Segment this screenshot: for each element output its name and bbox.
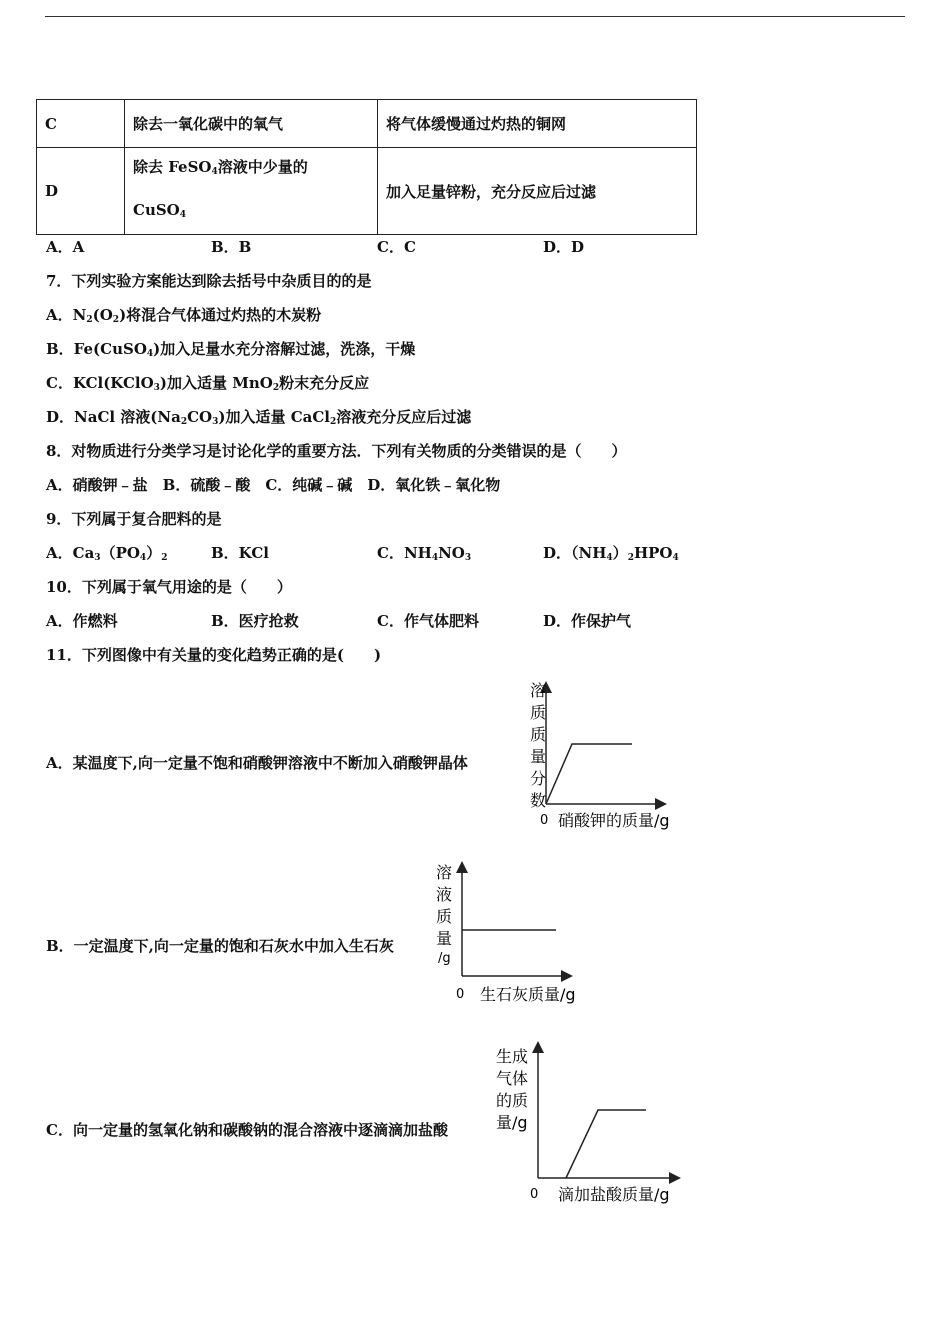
q6-option-c: C．C — [377, 238, 416, 256]
subscript: 2 — [627, 553, 634, 563]
x-label: 生石灰质量/g — [480, 985, 576, 1004]
header-rule — [45, 16, 905, 17]
row-purpose — [125, 148, 378, 235]
q6-option-a: A．A — [46, 238, 85, 256]
text-part: ） — [146, 544, 162, 562]
y-label-line: 生成 — [496, 1047, 529, 1066]
q10-option-c: C．作气体肥料 — [377, 612, 479, 630]
text-part: )加入足量水充分溶解过滤，洗涤，干燥 — [153, 340, 416, 358]
graph-b — [430, 858, 590, 1008]
text-part: HPO — [633, 544, 673, 562]
subscript: 4 — [606, 553, 613, 563]
y-label-char: 质 — [530, 703, 547, 722]
row-label: D — [37, 148, 125, 235]
options-table — [36, 99, 697, 235]
subscript: 3 — [153, 383, 160, 393]
origin-label: 0 — [540, 813, 549, 828]
y-label-char: 溶 — [436, 863, 453, 882]
y-label-char: 数 — [530, 791, 547, 810]
graph-c — [494, 1040, 694, 1210]
text-part: A．N — [46, 306, 87, 324]
subscript: 4 — [672, 553, 679, 563]
q7-option-d — [46, 406, 471, 427]
q9-option-d — [543, 542, 679, 563]
text-part: NO — [438, 544, 465, 562]
table-row — [37, 100, 697, 148]
y-label-char: /g — [438, 951, 451, 966]
row-method: 加入足量锌粉，充分反应后过滤 — [378, 148, 697, 235]
q7-option-a — [46, 304, 321, 325]
q7-stem: 7．下列实验方案能达到除去括号中杂质目的的是 — [46, 272, 372, 290]
subscript: 4 — [211, 167, 218, 177]
y-label-char: 质 — [436, 907, 453, 926]
subscript: 2 — [112, 315, 120, 325]
q10-option-d: D．作保护气 — [543, 612, 632, 630]
text-part: C．NH — [377, 544, 432, 562]
subscript: 3 — [212, 417, 219, 427]
subscript: 4 — [431, 553, 439, 563]
x-label: 硝酸钾的质量/g — [558, 811, 670, 830]
subscript: 4 — [179, 210, 187, 220]
q10-option-b: B．医疗抢救 — [211, 612, 299, 630]
q10-option-a: A．作燃料 — [46, 612, 118, 630]
q11-option-c: C．向一定量的氢氧化钠和碳酸钠的混合溶液中逐滴滴加盐酸 — [46, 1121, 448, 1139]
q7-option-b — [46, 338, 415, 359]
q11-stem: 11．下列图像中有关量的变化趋势正确的是( ) — [46, 646, 382, 664]
subscript: 4 — [139, 553, 147, 563]
text-part: B．Fe(CuSO — [46, 340, 147, 358]
text-part: 溶液充分反应后过滤 — [336, 408, 472, 426]
row-label: C — [37, 100, 125, 148]
text-part: （PO — [100, 544, 140, 562]
text-part: D．NaCl 溶液(Na — [46, 408, 181, 426]
text-part: )将混合气体通过灼热的木炭粉 — [119, 306, 322, 324]
q9-option-c — [377, 542, 471, 563]
q11-option-b: B．一定温度下,向一定量的饱和石灰水中加入生石灰 — [46, 937, 394, 955]
text-part: )加入适量 MnO — [159, 374, 273, 392]
text-part: (O — [92, 306, 113, 324]
y-label-char: 量 — [436, 929, 453, 948]
subscript: 2 — [180, 417, 188, 427]
y-label-line: 量/g — [496, 1113, 528, 1132]
y-label-char: 液 — [436, 885, 453, 904]
y-label-line: 气体 — [496, 1069, 529, 1088]
y-label-char: 分 — [530, 769, 547, 788]
q6-option-d: D．D — [543, 238, 585, 256]
subscript: 2 — [86, 315, 93, 325]
subscript: 4 — [146, 349, 154, 359]
text-part: D．（NH — [543, 544, 607, 562]
text-part: 粉末充分反应 — [279, 374, 370, 392]
q9-stem: 9．下列属于复合肥料的是 — [46, 510, 222, 528]
q8-stem: 8．对物质进行分类学习是讨论化学的重要方法．下列有关物质的分类错误的是（ ） — [46, 442, 627, 460]
text-part: ） — [612, 544, 628, 562]
q10-stem: 10．下列属于氧气用途的是（ ） — [46, 578, 292, 596]
x-label: 滴加盐酸质量/g — [558, 1185, 670, 1204]
subscript: 3 — [464, 553, 472, 563]
text-part: C．KCl(KClO — [46, 374, 154, 392]
q7-option-c — [46, 372, 369, 393]
subscript: 2 — [161, 553, 168, 563]
text-part: A．Ca — [46, 544, 95, 562]
y-label-char: 溶 — [530, 681, 547, 700]
table-row — [37, 148, 697, 235]
text-part: 除去 FeSO — [133, 158, 212, 176]
row-purpose: 除去一氧化碳中的氧气 — [125, 100, 378, 148]
q11-option-a: A．某温度下,向一定量不饱和硝酸钾溶液中不断加入硝酸钾晶体 — [46, 754, 468, 772]
q9-option-a — [46, 542, 167, 563]
y-label-char: 质 — [530, 725, 547, 744]
subscript: 2 — [272, 383, 280, 393]
q9-option-b: B．KCl — [211, 544, 269, 562]
origin-label: 0 — [456, 987, 465, 1002]
text-part: CuSO — [133, 201, 180, 219]
y-label-char: 量 — [530, 747, 547, 766]
text-part: 溶液中少量的 — [217, 158, 308, 176]
q6-option-b: B．B — [211, 238, 252, 256]
graph-a — [512, 678, 682, 834]
origin-label: 0 — [530, 1187, 539, 1202]
subscript: 3 — [94, 553, 101, 563]
subscript: 2 — [330, 417, 337, 427]
row-method: 将气体缓慢通过灼热的铜网 — [378, 100, 697, 148]
trend-line — [566, 1110, 646, 1178]
trend-line — [546, 744, 632, 804]
text-part: CO — [187, 408, 213, 426]
q8-options: A．硝酸钾﹣盐 B．硫酸﹣酸 C．纯碱﹣碱 D．氧化铁﹣氧化物 — [46, 476, 501, 494]
y-label-line: 的质 — [496, 1091, 529, 1110]
text-part: )加入适量 CaCl — [218, 408, 330, 426]
